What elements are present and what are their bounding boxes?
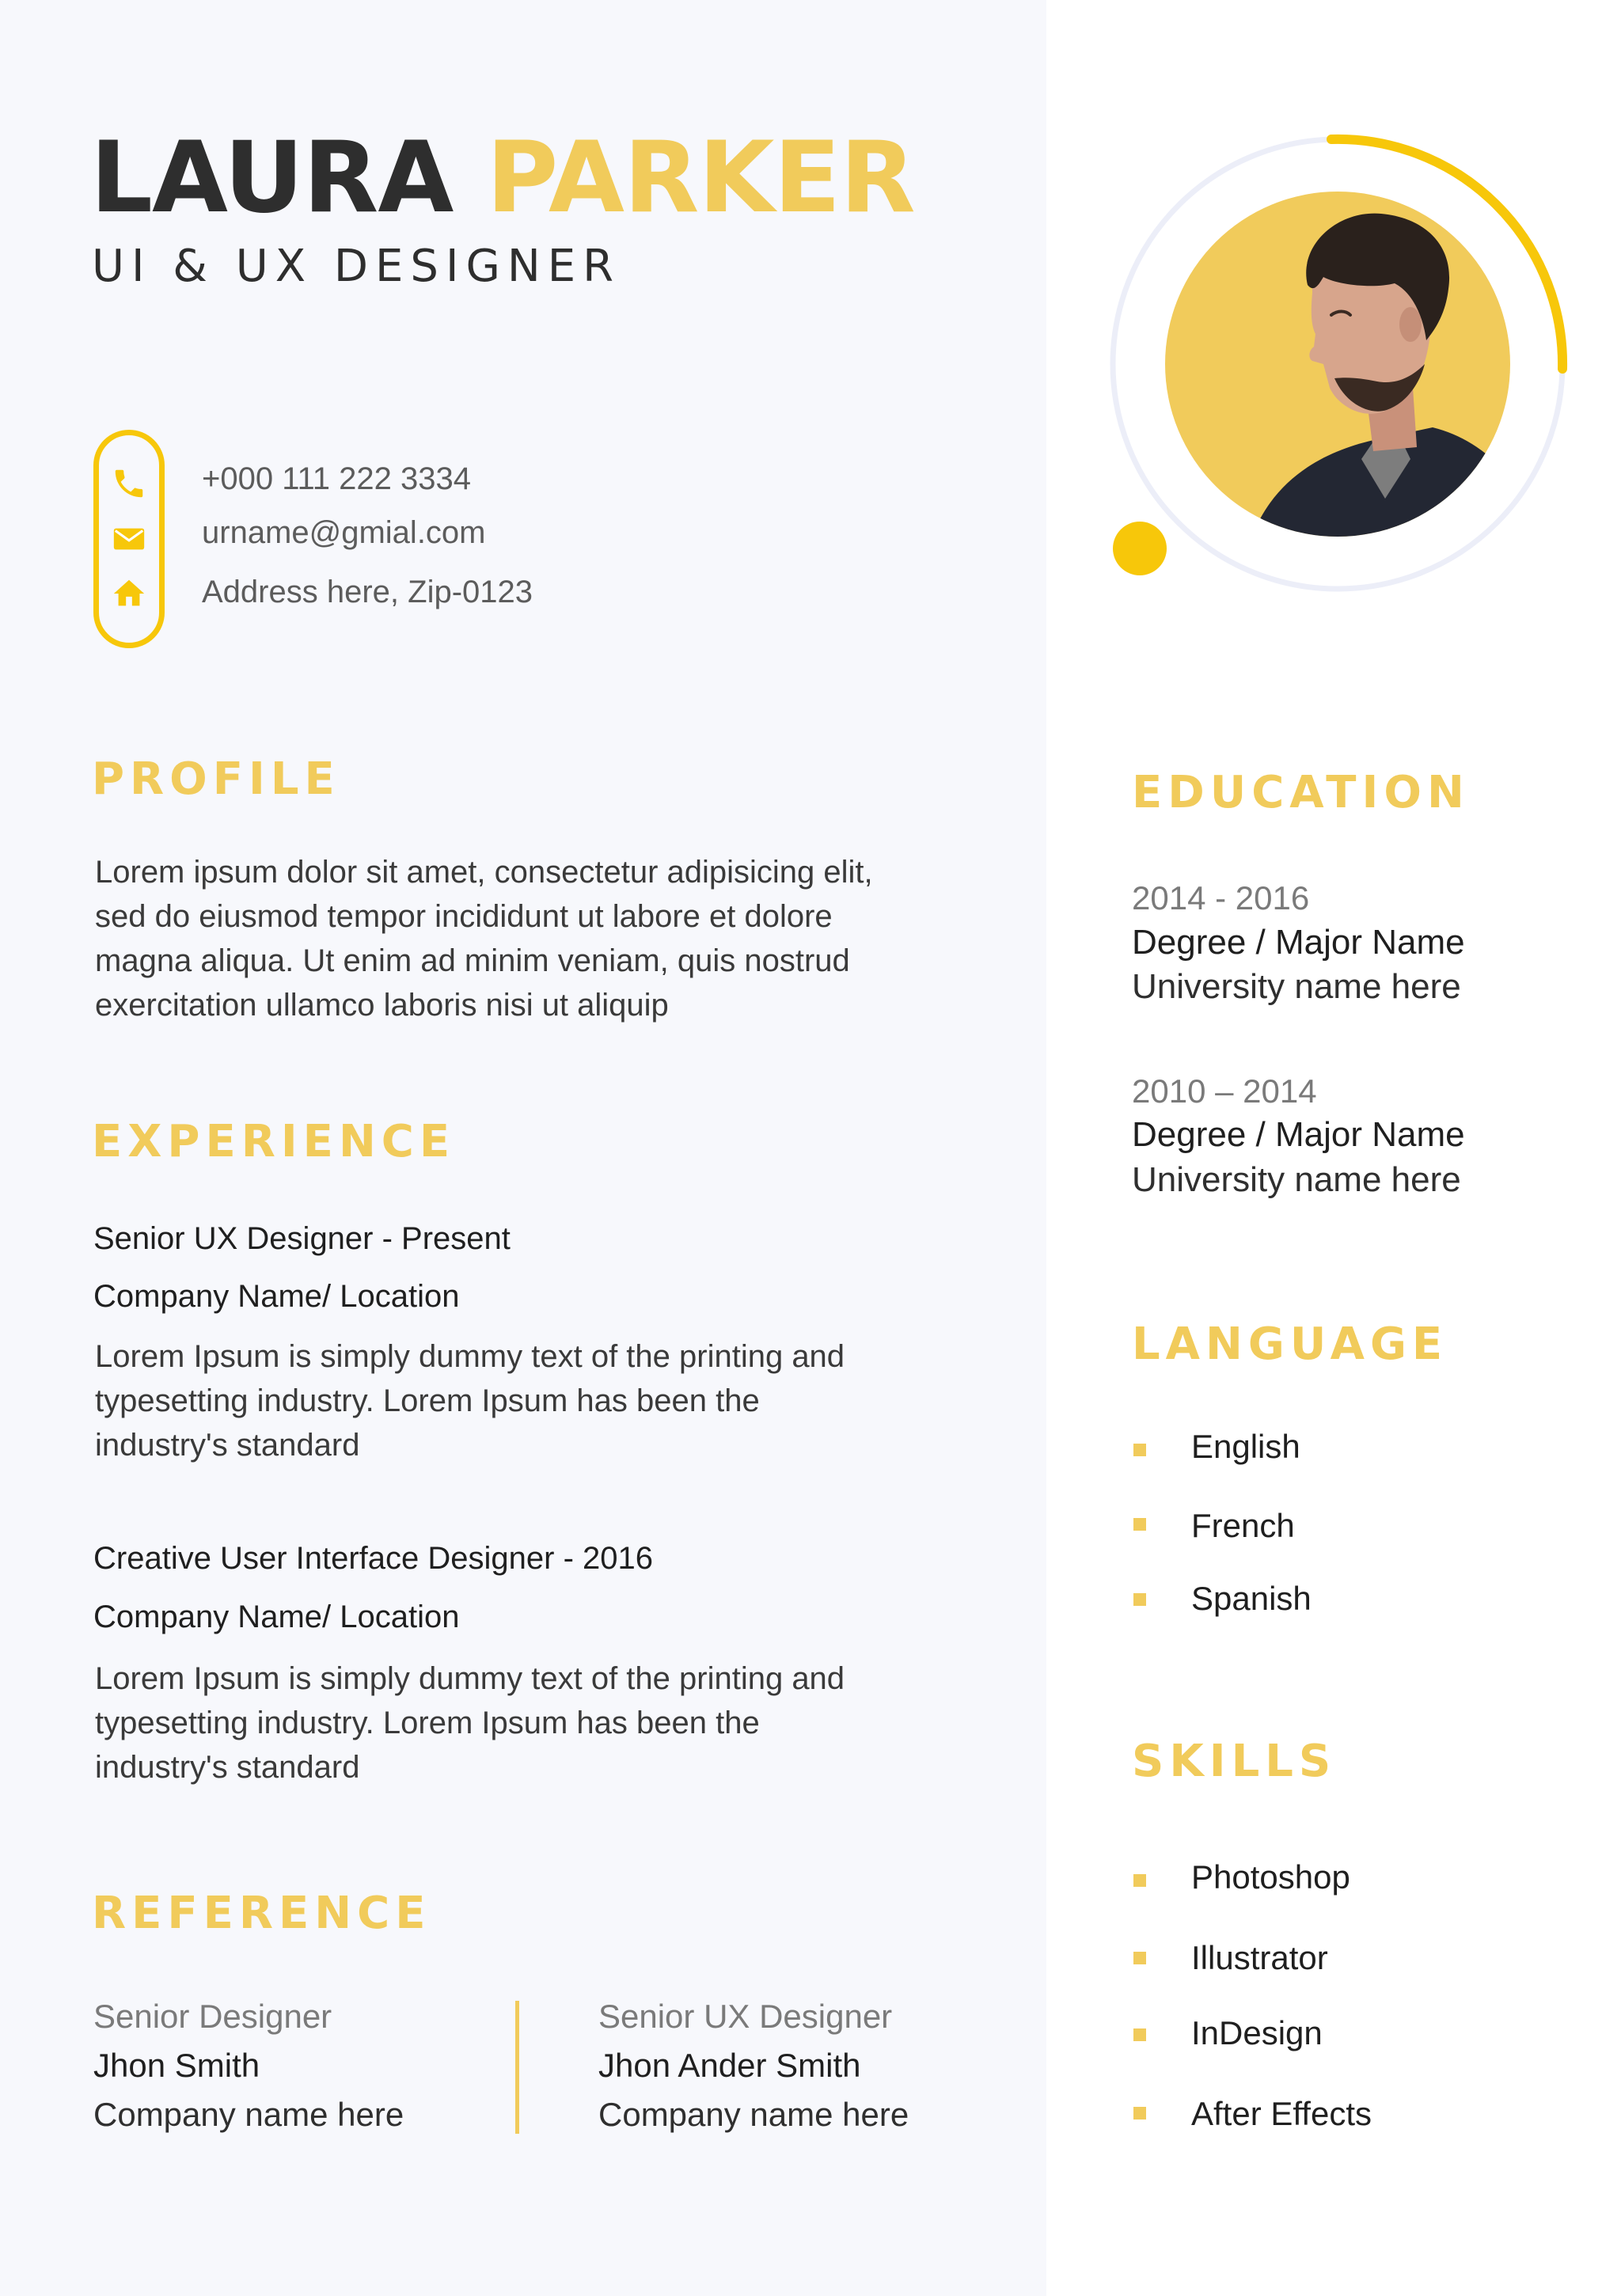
mail-icon (111, 521, 147, 557)
skills-heading: SKILLS (1132, 1736, 1337, 1787)
experience-line: industry's standard (95, 1428, 360, 1463)
profile-line: Lorem ipsum dolor sit amet, consectetur adipisicing elit, (95, 855, 873, 890)
experience-line: typesetting industry. Lorem Ipsum has been the (95, 1383, 760, 1418)
profile-photo (1100, 127, 1591, 617)
email-address: urname@gmial.com (202, 515, 486, 550)
experience-2-title: Creative User Interface Designer - 2016 (93, 1541, 653, 1576)
experience-line: Lorem Ipsum is simply dummy text of the printing and (95, 1339, 845, 1374)
experience-heading: EXPERIENCE (92, 1116, 456, 1167)
experience-line: typesetting industry. Lorem Ipsum has been the (95, 1706, 760, 1740)
language-bullet (1133, 1444, 1146, 1456)
skill-bullet (1133, 1952, 1146, 1964)
education-1-university: University name here (1132, 967, 1461, 1006)
last-name: PARKER (486, 121, 915, 235)
experience-1-company: Company Name/ Location (93, 1279, 460, 1314)
reference-heading: REFERENCE (92, 1888, 431, 1939)
postal-address: Address here, Zip-0123 (202, 575, 533, 609)
experience-1-title: Senior UX Designer - Present (93, 1221, 511, 1256)
profile-line: exercitation ullamco laboris nisi ut aliquip (95, 988, 669, 1023)
phone-number: +000 111 222 3334 (202, 461, 471, 496)
education-2-degree: Degree / Major Name (1132, 1115, 1465, 1154)
skill-item: Photoshop (1191, 1858, 1350, 1896)
education-2-years: 2010 – 2014 (1132, 1072, 1317, 1110)
reference-divider (515, 2001, 519, 2134)
skill-item: Illustrator (1191, 1939, 1328, 1976)
skill-item: InDesign (1191, 2014, 1323, 2051)
education-1-years: 2014 - 2016 (1132, 879, 1310, 917)
candidate-name (90, 119, 1024, 237)
first-name: LAURA (90, 121, 454, 235)
accent-dot (1113, 522, 1167, 575)
skill-bullet (1133, 2107, 1146, 2120)
profile-heading: PROFILE (92, 753, 340, 805)
profile-line: magna aliqua. Ut enim ad minim veniam, quis nostrud (95, 943, 850, 978)
profile-text (95, 850, 1005, 1027)
experience-2-description (95, 1657, 1005, 1789)
reference-1-company: Company name here (93, 2096, 404, 2133)
reference-1-name: Jhon Smith (93, 2047, 260, 2084)
experience-2-company: Company Name/ Location (93, 1600, 460, 1634)
profile-line: sed do eiusmod tempor incididunt ut labore et dolore (95, 899, 833, 934)
reference-2-name: Jhon Ander Smith (598, 2047, 861, 2084)
skill-bullet (1133, 1874, 1146, 1887)
language-item: Spanish (1191, 1580, 1312, 1617)
experience-1-description (95, 1334, 1005, 1467)
skill-item: After Effects (1191, 2095, 1372, 2132)
language-bullet (1133, 1518, 1146, 1531)
reference-1-role: Senior Designer (93, 1998, 332, 2035)
reference-2-role: Senior UX Designer (598, 1998, 893, 2035)
reference-2-company: Company name here (598, 2096, 909, 2133)
education-2-university: University name here (1132, 1160, 1461, 1199)
language-heading: LANGUAGE (1132, 1319, 1448, 1370)
education-heading: EDUCATION (1132, 767, 1470, 818)
home-icon (111, 575, 147, 612)
experience-line: Lorem Ipsum is simply dummy text of the printing and (95, 1661, 845, 1696)
job-title: UI & UX DESIGNER (92, 241, 621, 292)
language-bullet (1133, 1593, 1146, 1606)
phone-icon (111, 465, 147, 502)
language-item: English (1191, 1428, 1300, 1465)
skill-bullet (1133, 2028, 1146, 2041)
education-1-degree: Degree / Major Name (1132, 923, 1465, 962)
language-item: French (1191, 1507, 1295, 1544)
experience-line: industry's standard (95, 1750, 360, 1785)
